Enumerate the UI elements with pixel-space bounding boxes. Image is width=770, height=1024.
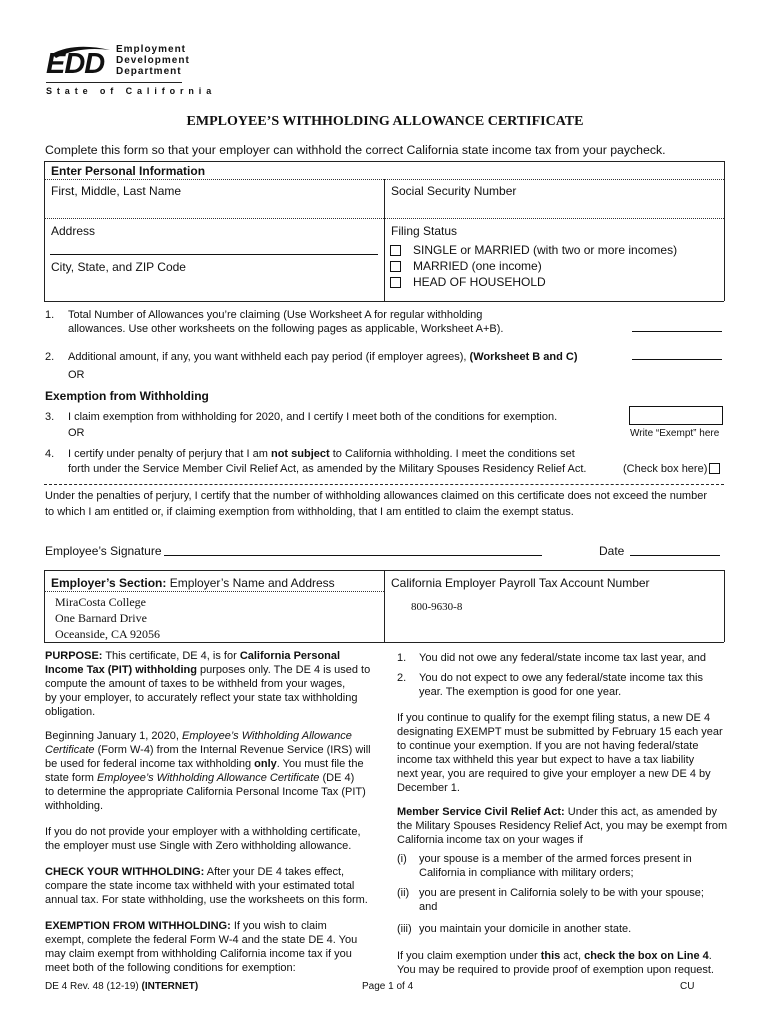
relief-line: California income tax on your wages if xyxy=(397,834,583,846)
line3-or: OR xyxy=(68,427,85,439)
check-bold: CHECK YOUR WITHHOLDING: xyxy=(45,866,205,878)
box-mid xyxy=(384,179,385,301)
check-text: After your DE 4 takes effect, xyxy=(204,866,345,878)
continue-line: income tax withheld this year but expect to have a tax liability xyxy=(397,754,695,766)
condition-text: year. The exemption is good for one year. xyxy=(419,686,622,698)
footer-code: CU xyxy=(680,981,695,992)
city-label: City, State, and ZIP Code xyxy=(51,260,186,274)
personal-header: Enter Personal Information xyxy=(51,164,206,178)
account-value: 800-9630-8 xyxy=(411,601,463,613)
address-label: Address xyxy=(51,224,96,238)
claim-line xyxy=(397,949,727,963)
additional-amount-input[interactable] xyxy=(632,344,722,358)
claim-bold: check the box on Line 4 xyxy=(584,950,709,962)
filing-married-checkbox[interactable] xyxy=(390,261,401,272)
line1-text: allowances. Use other worksheets on the following pages as applicable, Worksheet A+B). xyxy=(68,323,504,335)
city-input[interactable] xyxy=(50,276,378,294)
ssn-label: Social Security Number xyxy=(391,184,517,198)
date-label: Date xyxy=(599,544,625,558)
box-bottom xyxy=(44,301,724,302)
relief-item-text: you are present in California solely to be with your spouse; xyxy=(419,887,704,899)
date-rule xyxy=(630,555,720,556)
edd-letters: EDD xyxy=(46,48,105,80)
claim-text: act, xyxy=(560,950,585,962)
relief-item-number: (i) xyxy=(397,853,407,865)
line2-text-a: Additional amount, if any, you want withheld each pay period (if employer agrees), xyxy=(68,351,470,363)
employer-section-label xyxy=(51,576,335,591)
line1-text: Total Number of Allowances you’re claiming (Use Worksheet A for regular withholding xyxy=(68,309,483,321)
w4-italic: Employee’s Withholding Allowance Certificate xyxy=(96,772,320,784)
employer-street: One Barnard Drive xyxy=(55,611,147,625)
w4-text: . You must file the xyxy=(276,758,364,770)
edd-logo xyxy=(44,44,213,98)
employer-box-bottom xyxy=(44,642,724,643)
purpose-bold: California Personal xyxy=(239,650,341,662)
filing-option: HEAD OF HOUSEHOLD xyxy=(413,275,546,289)
instructions-left xyxy=(45,649,375,975)
relief-line xyxy=(397,805,727,819)
relief-item-number: (iii) xyxy=(397,923,412,935)
w4-line xyxy=(45,757,375,771)
relief-text: Under this act, as amended by xyxy=(564,806,717,818)
account-label: California Employer Payroll Tax Account Number xyxy=(391,576,650,590)
default-line: the employer must use Single with Zero withholding allowance. xyxy=(45,840,352,852)
w4-text: (DE 4) xyxy=(319,772,355,784)
line2-or: OR xyxy=(68,369,85,381)
employer-box-mid xyxy=(384,570,385,642)
line4-number: 4. xyxy=(45,448,55,460)
w4-line xyxy=(45,771,375,785)
w4-line: to determine the appropriate California Personal Income Tax (PIT) xyxy=(45,786,366,798)
w4-line xyxy=(45,743,375,757)
separator xyxy=(44,484,724,485)
relief-item xyxy=(397,886,727,916)
claim-line: You may be required to provide proof of exemption upon request. xyxy=(397,964,714,976)
exempt-line: meet both of the following conditions for exemption: xyxy=(45,962,296,974)
footer-page: Page 1 of 4 xyxy=(362,981,414,992)
line2-worksheet: (Worksheet B and C) xyxy=(469,351,578,363)
relief-item xyxy=(397,922,727,937)
condition-text: You did not owe any federal/state income tax last year, and xyxy=(419,652,706,664)
box-top xyxy=(44,161,724,162)
check-line xyxy=(45,865,375,879)
w4-italic: Certificate xyxy=(45,744,95,756)
address-rule xyxy=(50,254,378,255)
employer-box-right xyxy=(724,570,725,642)
line4-text-b: to California withholding. I meet the conditions set xyxy=(329,448,575,460)
signature-label: Employee’s Signature xyxy=(45,544,162,558)
ssn-input[interactable] xyxy=(386,200,722,216)
w4-text: state form xyxy=(45,772,97,784)
purpose-line: obligation. xyxy=(45,706,96,718)
penalty-text: Under the penalties of perjury, I certify that the number of withholding allowances claimed on this certificate does not exceed the number xyxy=(45,490,707,502)
purpose-line xyxy=(45,649,375,663)
relief-item-text: you maintain your domicile in another state. xyxy=(419,923,632,935)
condition-item xyxy=(397,671,727,701)
condition-number: 1. xyxy=(397,652,407,664)
continue-line: to continue your exemption. If you are not having federal/state xyxy=(397,740,699,752)
default-line: If you do not provide your employer with a withholding certificate, xyxy=(45,826,361,838)
purpose-line xyxy=(45,663,375,677)
form-title: EMPLOYEE’S WITHHOLDING ALLOWANCE CERTIFICATE xyxy=(186,114,584,129)
relief-item-text: your spouse is a member of the armed forces present in xyxy=(419,853,692,865)
exempt-line: exempt, complete the federal Form W-4 and the state DE 4. You xyxy=(45,934,358,946)
condition-item xyxy=(397,651,727,666)
w4-text: Beginning January 1, 2020, xyxy=(45,730,182,742)
line3-text: I claim exemption from withholding for 2020, and I certify I meet both of the conditions for exemption. xyxy=(68,411,558,423)
relief-item xyxy=(397,852,727,882)
exempt-line xyxy=(45,919,375,933)
line4-check-caption: (Check box here) xyxy=(623,463,708,475)
divider xyxy=(44,218,724,219)
condition-text: You do not expect to owe any federal/state income tax this xyxy=(419,672,703,684)
employer-name: MiraCosta College xyxy=(55,595,146,609)
exempt-text: If you wish to claim xyxy=(230,920,327,932)
purpose-line: by your employer, to accurately reflect your state tax withholding xyxy=(45,692,358,704)
relief-item-number: (ii) xyxy=(397,887,410,899)
claim-bold: this xyxy=(540,950,561,962)
line4-bold: not subject xyxy=(270,448,330,460)
w4-line: withholding. xyxy=(45,800,104,812)
claim-text: . xyxy=(708,950,712,962)
check-line: compare the state income tax withheld with your estimated total xyxy=(45,880,355,892)
condition-number: 2. xyxy=(397,672,407,684)
line4-checkbox[interactable] xyxy=(709,463,720,474)
additional-rule xyxy=(632,359,722,360)
w4-line xyxy=(45,729,375,743)
line2-number: 2. xyxy=(45,351,55,363)
check-line: annual tax. For state withholding, use the worksheets on this form. xyxy=(45,894,368,906)
exempt-line: may claim exempt from withholding California income tax if you xyxy=(45,948,352,960)
intro-text: Complete this form so that your employer can withhold the correct California state income tax from your paycheck. xyxy=(45,143,666,157)
edd-state: S t a t e o f C a l i f o r n i a xyxy=(46,86,213,96)
line3-number: 3. xyxy=(45,411,55,423)
w4-bold: only xyxy=(254,758,277,770)
employer-box-left xyxy=(44,570,45,642)
edd-line2: Development xyxy=(116,55,190,66)
penalty-text: to which I am entitled or, if claiming exemption from withholding, that I am entitled to claim the exempt status. xyxy=(45,506,574,518)
continue-line: If you continue to qualify for the exempt filing status, a new DE 4 xyxy=(397,712,711,724)
name-label: First, Middle, Last Name xyxy=(51,184,182,198)
filing-label: Filing Status xyxy=(391,224,458,238)
purpose-text: purposes only. The DE 4 is used to xyxy=(196,664,371,676)
line4-text xyxy=(68,447,575,461)
continue-line: designating EXEMPT must be submitted by February 15 each year xyxy=(397,726,723,738)
employer-city: Oceanside, CA 92056 xyxy=(55,627,160,641)
w4-text: be used for federal income tax withholding xyxy=(45,758,255,770)
employer-section-bold: Employer’s Section: xyxy=(51,576,167,590)
allowances-input[interactable] xyxy=(632,316,722,330)
instructions-right xyxy=(397,651,727,977)
filing-option: MARRIED (one income) xyxy=(413,259,542,273)
relief-line: the Military Spouses Residency Relief Act, you may be exempt from xyxy=(397,820,728,832)
exempt-input[interactable] xyxy=(629,406,723,425)
name-input[interactable] xyxy=(46,200,382,216)
address-input[interactable] xyxy=(50,238,378,252)
relief-item-text: and xyxy=(419,901,438,913)
line1-number: 1. xyxy=(45,309,55,321)
footer-form-id xyxy=(45,981,198,993)
line4-text-a: I certify under penalty of perjury that I am xyxy=(68,448,271,460)
box-left xyxy=(44,161,45,301)
w4-italic: Employee’s Withholding Allowance xyxy=(182,730,352,742)
exemption-header: Exemption from Withholding xyxy=(45,389,209,403)
relief-item-text: California in compliance with military orders; xyxy=(419,867,634,879)
edd-line3: Department xyxy=(116,66,182,77)
allowances-rule xyxy=(632,331,722,332)
purpose-line: compute the amount of taxes to be withheld from your wages, xyxy=(45,678,346,690)
date-input[interactable] xyxy=(630,538,720,554)
signature-input[interactable] xyxy=(164,538,542,554)
line2-text xyxy=(68,350,578,364)
filing-option: SINGLE or MARRIED (with two or more incomes) xyxy=(413,243,678,257)
signature-rule xyxy=(164,555,542,556)
footer-form-id-text: DE 4 Rev. 48 (12-19) xyxy=(45,981,142,992)
edd-line1: Employment xyxy=(116,44,187,55)
continue-line: next year, you are required to give your employer a new DE 4 by xyxy=(397,768,711,780)
line4-text: forth under the Service Member Civil Relief Act, as amended by the Military Spouses Residency Relief Act. xyxy=(68,463,587,475)
claim-text: If you claim exemption under xyxy=(397,950,541,962)
box-right xyxy=(724,161,725,301)
edd-rule xyxy=(46,82,182,83)
divider xyxy=(44,591,384,592)
footer-form-id-bold: (INTERNET) xyxy=(141,981,199,992)
filing-single-checkbox[interactable] xyxy=(390,245,401,256)
purpose-text: This certificate, DE 4, is for xyxy=(102,650,240,662)
continue-line: December 1. xyxy=(397,782,460,794)
employer-section-rest: Employer’s Name and Address xyxy=(166,576,335,590)
exempt-bold: EXEMPTION FROM WITHHOLDING: xyxy=(45,920,231,932)
purpose-bold: PURPOSE: xyxy=(45,650,103,662)
exempt-caption: Write “Exempt” here xyxy=(630,428,720,439)
filing-hoh-checkbox[interactable] xyxy=(390,277,401,288)
purpose-bold: Income Tax (PIT) withholding xyxy=(45,664,197,676)
w4-text: (Form W-4) from the Internal Revenue Service (IRS) will xyxy=(94,744,371,756)
relief-bold: Member Service Civil Relief Act: xyxy=(397,806,565,818)
